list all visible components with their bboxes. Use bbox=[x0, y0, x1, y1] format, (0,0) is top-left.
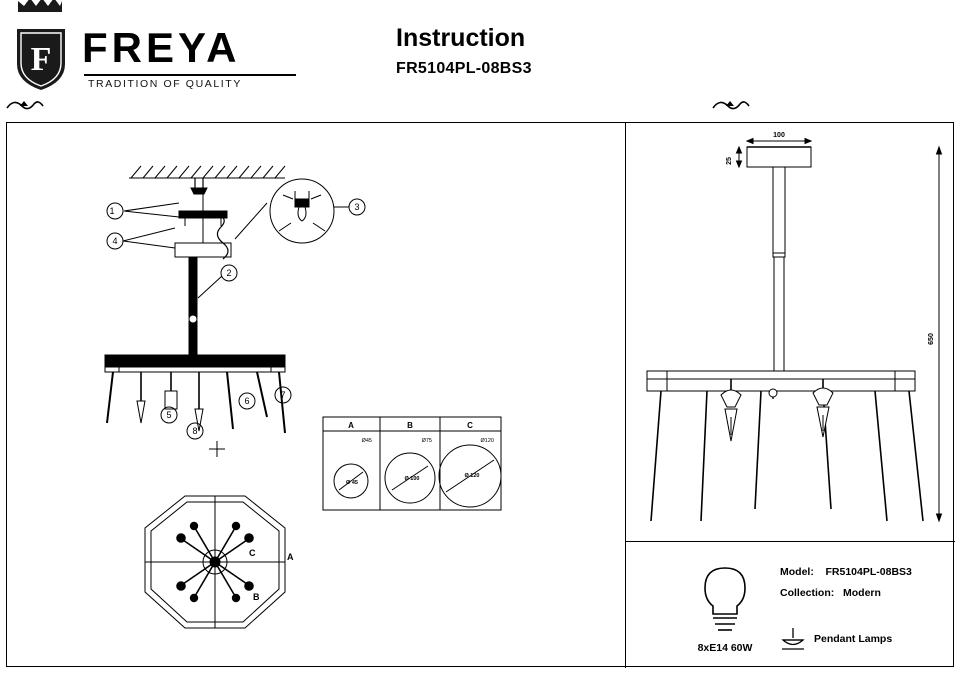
brand-tagline: TRADITION OF QUALITY bbox=[88, 78, 242, 90]
page-header bbox=[0, 0, 960, 118]
product-type-label: Pendant Lamps bbox=[814, 633, 893, 645]
bulb-icon bbox=[670, 560, 780, 640]
spec-list bbox=[780, 566, 960, 608]
svg-text:C: C bbox=[467, 421, 473, 430]
crest-shield-icon bbox=[14, 26, 68, 92]
svg-text:100: 100 bbox=[773, 132, 785, 139]
flourish-right-icon bbox=[712, 96, 750, 112]
svg-text:6: 6 bbox=[244, 396, 250, 406]
svg-text:2: 2 bbox=[226, 268, 232, 278]
page-title: Instruction bbox=[396, 24, 526, 52]
product-info-panel bbox=[625, 542, 955, 667]
svg-text:Ø120: Ø120 bbox=[480, 438, 494, 444]
svg-text:F: F bbox=[30, 41, 52, 78]
svg-text:Ø 45: Ø 45 bbox=[346, 480, 358, 486]
brand-rule bbox=[84, 74, 296, 76]
spec-collection bbox=[780, 587, 960, 599]
svg-text:Ø45: Ø45 bbox=[361, 438, 372, 444]
svg-text:Ø 100: Ø 100 bbox=[404, 476, 420, 482]
svg-text:1: 1 bbox=[109, 206, 115, 216]
svg-text:25: 25 bbox=[726, 157, 733, 165]
flourish-left-icon bbox=[6, 96, 44, 112]
svg-text:B: B bbox=[253, 592, 260, 602]
model-code: FR5104PL-08BS3 bbox=[396, 60, 532, 77]
svg-text:A: A bbox=[348, 421, 354, 430]
spec-collection-value: Modern bbox=[843, 587, 881, 599]
product-type-row bbox=[780, 627, 892, 651]
brand-name: FREYA bbox=[82, 24, 241, 71]
svg-text:Ø 120: Ø 120 bbox=[464, 473, 480, 479]
spec-collection-label: Collection: bbox=[780, 587, 835, 599]
svg-text:8: 8 bbox=[192, 426, 198, 436]
crown-icon bbox=[16, 0, 64, 14]
bulb-info bbox=[670, 560, 780, 660]
bulb-caption: 8xE14 60W bbox=[697, 642, 753, 654]
svg-text:4: 4 bbox=[112, 236, 118, 246]
content-frame bbox=[6, 122, 954, 667]
spec-model-value: FR5104PL-08BS3 bbox=[825, 566, 912, 578]
svg-text:Ø75: Ø75 bbox=[421, 438, 432, 444]
svg-text:3: 3 bbox=[354, 202, 360, 212]
svg-text:B: B bbox=[407, 421, 413, 430]
spec-model-label: Model: bbox=[780, 566, 814, 578]
svg-text:650: 650 bbox=[928, 333, 935, 345]
svg-text:A: A bbox=[287, 552, 294, 562]
svg-text:C: C bbox=[249, 548, 256, 558]
svg-text:5: 5 bbox=[166, 410, 172, 420]
shade-size-table bbox=[322, 416, 502, 511]
brand-logo bbox=[10, 10, 300, 100]
pendant-lamp-icon bbox=[780, 627, 806, 651]
product-elevation-diagram bbox=[627, 127, 955, 541]
svg-text:7: 7 bbox=[280, 390, 286, 400]
spec-model bbox=[780, 566, 960, 578]
plan-view-diagram bbox=[125, 488, 305, 648]
